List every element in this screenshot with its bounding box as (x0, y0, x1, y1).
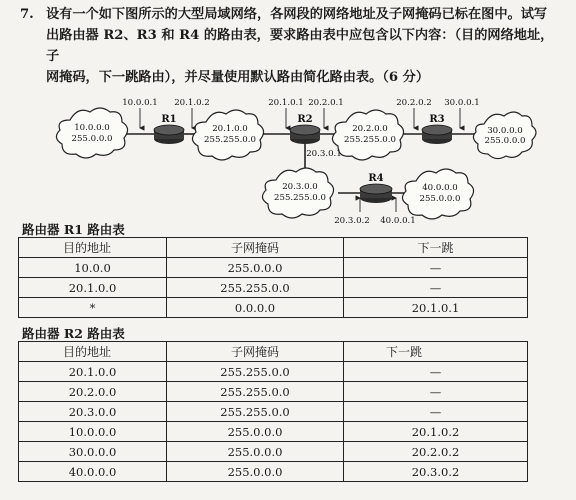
cell-next-hop: — (344, 362, 528, 382)
net-10-mask: 255.0.0.0 (71, 134, 113, 144)
cell-destination: 10.0.0.0 (19, 422, 167, 442)
table-row (19, 258, 528, 278)
iface-r2-left: 20.1.0.1 (268, 98, 304, 108)
cell-mask: 255.0.0.0 (167, 422, 344, 442)
iface-r4-left: 20.3.0.2 (334, 216, 370, 226)
table-row (19, 362, 528, 382)
iface-r2-down: 20.3.0.1 (306, 149, 342, 159)
cell-next-hop: 20.1.0.1 (344, 298, 528, 318)
routing-table-r1 (18, 237, 528, 318)
table-r1-caption: 路由器 R1 路由表 (22, 222, 125, 237)
table-row (19, 462, 528, 482)
cell-mask: 255.255.0.0 (167, 402, 344, 422)
cell-mask: 255.0.0.0 (167, 462, 344, 482)
header-mask: 子网掩码 (167, 342, 344, 362)
router-r2-label: R2 (297, 114, 313, 125)
cell-next-hop: — (344, 402, 528, 422)
header-next-hop: 下一跳 (344, 342, 528, 362)
router-r2 (290, 125, 320, 144)
router-r4-label: R4 (368, 173, 384, 184)
table-row (19, 442, 528, 462)
table-row (19, 278, 528, 298)
cell-next-hop: 20.3.0.2 (344, 462, 528, 482)
cell-destination: 20.2.0.0 (19, 382, 167, 402)
iface-r1-left: 10.0.0.1 (122, 98, 158, 108)
net-30-mask: 255.0.0.0 (484, 136, 526, 146)
net-30-addr: 30.0.0.0 (487, 126, 523, 136)
net-20-3-mask: 255.255.0.0 (274, 193, 326, 203)
header-next-hop: 下一跳 (344, 238, 528, 258)
table-header-row (19, 342, 528, 362)
table-row (19, 402, 528, 422)
header-destination: 目的地址 (19, 238, 167, 258)
cell-destination: 20.1.0.0 (19, 278, 167, 298)
cell-mask: 255.255.0.0 (167, 362, 344, 382)
cell-destination: 20.3.0.0 (19, 402, 167, 422)
net-20-2-addr: 20.2.0.0 (352, 124, 388, 134)
question-line-1: 设有一个如下图所示的大型局域网络，各网段的网络地址及子网掩码已标在图中。试写 (46, 7, 548, 22)
cell-next-hop: 20.2.0.2 (344, 442, 528, 462)
router-r4 (360, 184, 392, 203)
router-r1-label: R1 (161, 114, 177, 125)
net-10-addr: 10.0.0.0 (74, 123, 110, 133)
net-20-1-addr: 20.1.0.0 (212, 124, 248, 134)
cell-destination: 20.1.0.0 (19, 362, 167, 382)
iface-r2-right: 20.2.0.1 (308, 98, 344, 108)
cell-mask: 255.255.0.0 (167, 382, 344, 402)
cloud-network-10 (56, 108, 127, 158)
cell-destination: 10.0.0 (19, 258, 167, 278)
cell-destination: 40.0.0.0 (19, 462, 167, 482)
net-40-addr: 40.0.0.0 (422, 183, 458, 193)
cell-next-hop: — (344, 278, 528, 298)
table-row (19, 422, 528, 442)
header-mask: 子网掩码 (167, 238, 344, 258)
net-20-3-addr: 20.3.0.0 (282, 182, 318, 192)
header-destination: 目的地址 (19, 342, 167, 362)
net-20-1-mask: 255.255.0.0 (204, 135, 256, 145)
table-row (19, 382, 528, 402)
iface-r3-left: 20.2.0.2 (396, 98, 432, 108)
question-line-2: 出路由器 R2、R3 和 R4 的路由表，要求路由表中应包含以下内容：（目的网络地址，子 (46, 28, 554, 64)
iface-r1-right: 20.1.0.2 (174, 98, 210, 108)
cell-next-hop: — (344, 382, 528, 402)
iface-r4-right: 40.0.0.1 (380, 216, 416, 226)
question-number: 7. (20, 7, 34, 22)
router-r3 (422, 125, 452, 144)
cell-mask: 255.0.0.0 (167, 258, 344, 278)
cell-next-hop: 20.1.0.2 (344, 422, 528, 442)
net-20-2-mask: 255.255.0.0 (344, 135, 396, 145)
table-r2-caption: 路由器 R2 路由表 (22, 326, 125, 341)
table-row (19, 298, 528, 318)
routing-table-r2 (18, 341, 528, 482)
cell-mask: 255.255.0.0 (167, 278, 344, 298)
cell-destination: 30.0.0.0 (19, 442, 167, 462)
cell-mask: 255.0.0.0 (167, 442, 344, 462)
cell-mask: 0.0.0.0 (167, 298, 344, 318)
question-line-3: 网掩码，下一跳路由），并尽量使用默认路由简化路由表。（6 分） (46, 70, 430, 85)
net-40-mask: 255.0.0.0 (419, 194, 461, 204)
iface-r3-right: 30.0.0.1 (444, 98, 480, 108)
router-r3-label: R3 (429, 114, 445, 125)
router-r1 (154, 125, 184, 144)
cell-next-hop: — (344, 258, 528, 278)
cell-destination: * (19, 298, 167, 318)
table-header-row (19, 238, 528, 258)
